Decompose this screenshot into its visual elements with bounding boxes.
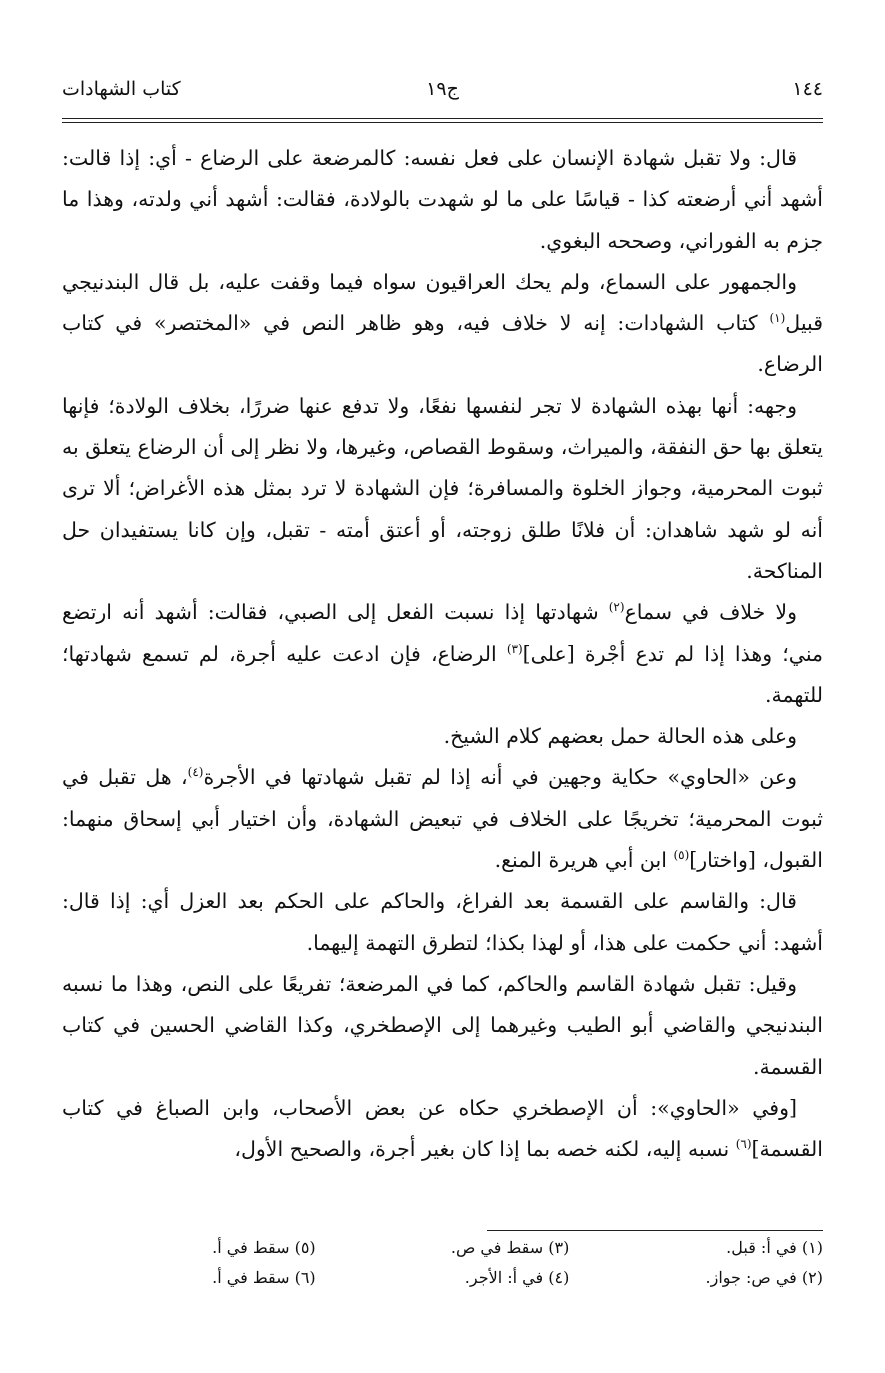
- footnote-marker: (٥): [673, 848, 690, 863]
- book-title: كتاب الشهادات: [62, 78, 181, 100]
- volume-label: ج١٩: [426, 78, 459, 100]
- paragraph: ولا خلاف في سماع$^{(٢)}$ شهادتها إذا نسبت الفعل إلى الصبي، فقالت: أشهد أنه ارتضع مني؛ وهذا إذا لم تدع أجْرة [على]$^{(٣)}$ الرضاع، فإن ادعت عليه أجرة، لم تسمع شهادتها؛ للتهمة.: [62, 600, 823, 707]
- page-number: ١٤٤: [792, 78, 823, 100]
- paragraph: وعن «الحاوي» حكاية وجهين في أنه إذا لم تقبل شهادتها في الأجرة$^{(٤)}$، هل تقبل في ثبوت المحرمية؛ تخريجًا على الخلاف في تبعيض الشهادة، وأن اختيار أبي إسحاق منهما: القبول، [واختار]$^{(٥)}$ ابن أبي هريرة المنع.: [62, 765, 823, 873]
- page-header: [62, 70, 823, 110]
- main-text: [62, 138, 823, 1170]
- paragraph: والجمهور على السماع، ولم يحك العراقيون سواه فيما وقفت عليه، بل قال البندنيجي قبيل$^{(١)}$ كتاب الشهادات: إنه لا خلاف فيه، وهو ظاهر النص في «المختصر» في كتاب الرضاع.: [62, 269, 823, 377]
- footnotes: [62, 1238, 823, 1298]
- footnote: (١) في أ: قبل.: [726, 1238, 823, 1257]
- footnote: (٥) سقط في أ.: [212, 1238, 316, 1257]
- footnote: (٦) سقط في أ.: [212, 1268, 316, 1287]
- header-rule: [62, 118, 823, 119]
- header-rule-secondary: [62, 122, 823, 123]
- footnote-marker: (٢): [608, 600, 625, 615]
- paragraph: قال: ولا تقبل شهادة الإنسان على فعل نفسه: كالمرضعة على الرضاع - أي: إذا قالت: أشهد أني أرضعته كذا - قياسًا على ما لو شهدت بالولادة، فقالت: أشهد أني ولدته، وهذا ما جزم به الفوراني، وصححه البغوي.: [62, 146, 823, 253]
- footnote: (٤) في أ: الأجر.: [464, 1268, 570, 1287]
- footnote: (٣) سقط في ص.: [450, 1238, 570, 1257]
- paragraph: وجهه: أنها بهذه الشهادة لا تجر لنفسها نفعًا، ولا تدفع عنها ضررًا، بخلاف الولادة؛ فإنها يتعلق بها حق النفقة، والميراث، وسقوط القصاص، وغيرها، ولا نظر إلى أن الرضاع يتعلق به ثبوت المحرمية، وجواز الخلوة والمسافرة؛ فإن الشهادة لا ترد بمثل هذه الأغراض؛ ألا ترى أنه لو شهد شاهدان: أن فلانًا طلق زوجته، أو أعتق أمته - تقبل، وإن كانا يستفيدان حل المناكحة.: [62, 393, 823, 583]
- footnote-marker: (١): [769, 311, 786, 326]
- paragraph: وعلى هذه الحالة حمل بعضهم كلام الشيخ.: [443, 724, 797, 749]
- paragraph: وقيل: تقبل شهادة القاسم والحاكم، كما في المرضعة؛ تفريعًا على النص، وهذا ما نسبه البندنيجي والقاضي أبو الطيب وغيرهما إلى الإصطخري، وكذا القاضي الحسين في كتاب القسمة.: [62, 971, 823, 1079]
- footnote-marker: (٤): [187, 765, 204, 780]
- paragraph: قال: والقاسم على القسمة بعد الفراغ، والحاكم على الحكم بعد العزل أي: إذا قال: أشهد: أني حكمت على هذا، أو لهذا بكذا؛ لتطرق التهمة إليهما.: [62, 889, 823, 955]
- paragraph: [وفي «الحاوي»: أن الإصطخري حكاه عن بعض الأصحاب، وابن الصباغ في كتاب القسمة]$^{(٦)}$ نسبه إليه، لكنه خصه بما إذا كان بغير أجرة، والصحيح الأول،: [62, 1095, 823, 1162]
- footnote-rule: [487, 1230, 823, 1231]
- footnote-marker: (٦): [735, 1137, 752, 1152]
- footnote: (٢) في ص: جواز.: [705, 1268, 823, 1287]
- footnote-marker: (٣): [506, 641, 523, 656]
